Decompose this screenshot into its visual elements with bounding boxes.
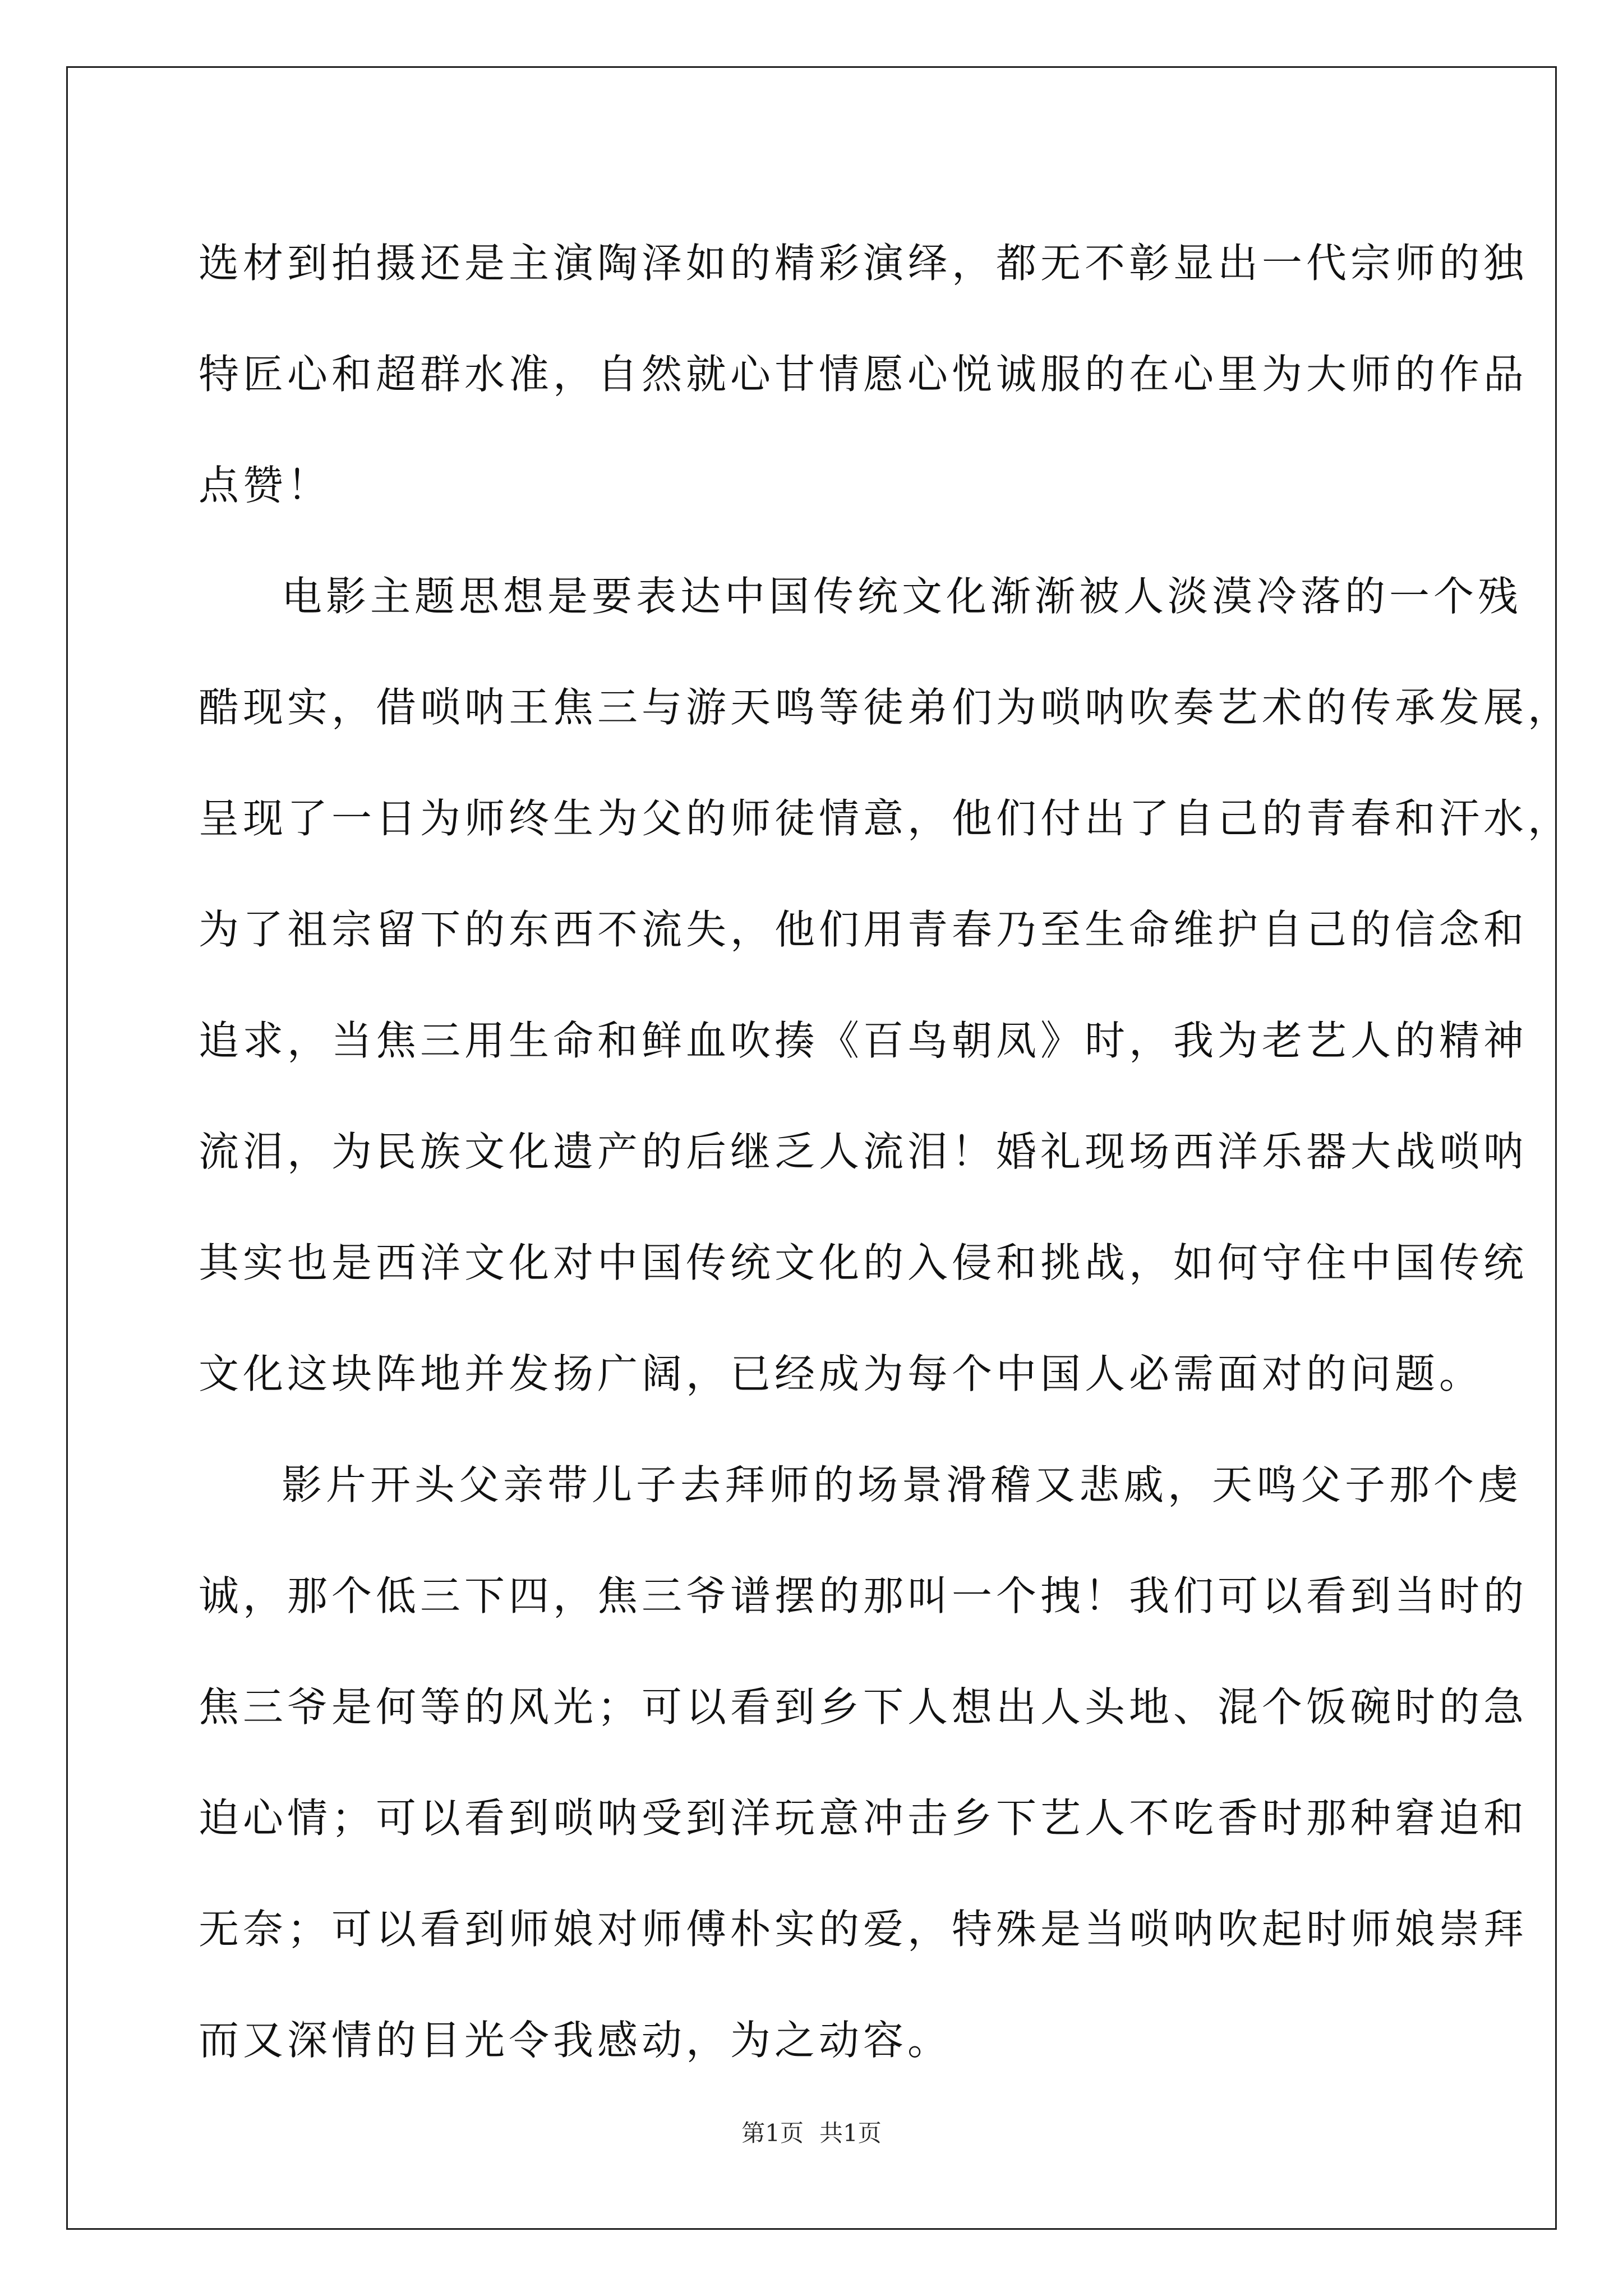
- text-line: 流泪，为民族文化遗产的后继乏人流泪！婚礼现场西洋乐器大战唢呐: [199, 1128, 1528, 1175]
- page-number: 第1页: [741, 2119, 804, 2147]
- text-line: 呈现了一日为师终生为父的师徒情意，他们付出了自己的青春和汗水，: [199, 795, 1573, 842]
- document-body: [199, 208, 1573, 2096]
- text-line: 迫心情；可以看到唢呐受到洋玩意冲击乡下艺人不吃香时那种窘迫和: [199, 1795, 1528, 1842]
- paragraph-first-line: 电影主题思想是要表达中国传统文化渐渐被人淡漠冷落的一个残: [282, 573, 1523, 620]
- paragraph-first-line: 影片开头父亲带儿子去拜师的场景滑稽又悲戚，天鸣父子那个虔: [282, 1461, 1523, 1508]
- text-line: 特匠心和超群水准，自然就心甘情愿心悦诚服的在心里为大师的作品: [199, 351, 1528, 398]
- text-line: 点赞！: [199, 462, 332, 509]
- text-line: 为了祖宗留下的东西不流失，他们用青春乃至生命维护自己的信念和: [199, 906, 1528, 953]
- text-line: 酷现实，借唢呐王焦三与游天鸣等徒弟们为唢呐吹奏艺术的传承发展，: [199, 684, 1573, 731]
- text-line: 焦三爷是何等的风光；可以看到乡下人想出人头地、混个饭碗时的急: [199, 1683, 1528, 1731]
- page-footer: [0, 2115, 1623, 2148]
- text-line: 其实也是西洋文化对中国传统文化的入侵和挑战，如何守住中国传统: [199, 1239, 1528, 1286]
- text-line: 文化这块阵地并发扬广阔，已经成为每个中国人必需面对的问题。: [199, 1350, 1484, 1397]
- text-line: 追求，当焦三用生命和鲜血吹揍《百鸟朝凤》时，我为老艺人的精神: [199, 1017, 1528, 1064]
- text-line: 诚，那个低三下四，焦三爷谱摆的那叫一个拽！我们可以看到当时的: [199, 1572, 1528, 1619]
- page-total: 共1页: [819, 2119, 882, 2147]
- text-line: 而又深情的目光令我感动，为之动容。: [199, 2017, 952, 2064]
- text-line: 无奈；可以看到师娘对师傅朴实的爱，特殊是当唢呐吹起时师娘崇拜: [199, 1906, 1528, 1953]
- text-line: 选材到拍摄还是主演陶泽如的精彩演绎，都无不彰显出一代宗师的独: [199, 240, 1528, 287]
